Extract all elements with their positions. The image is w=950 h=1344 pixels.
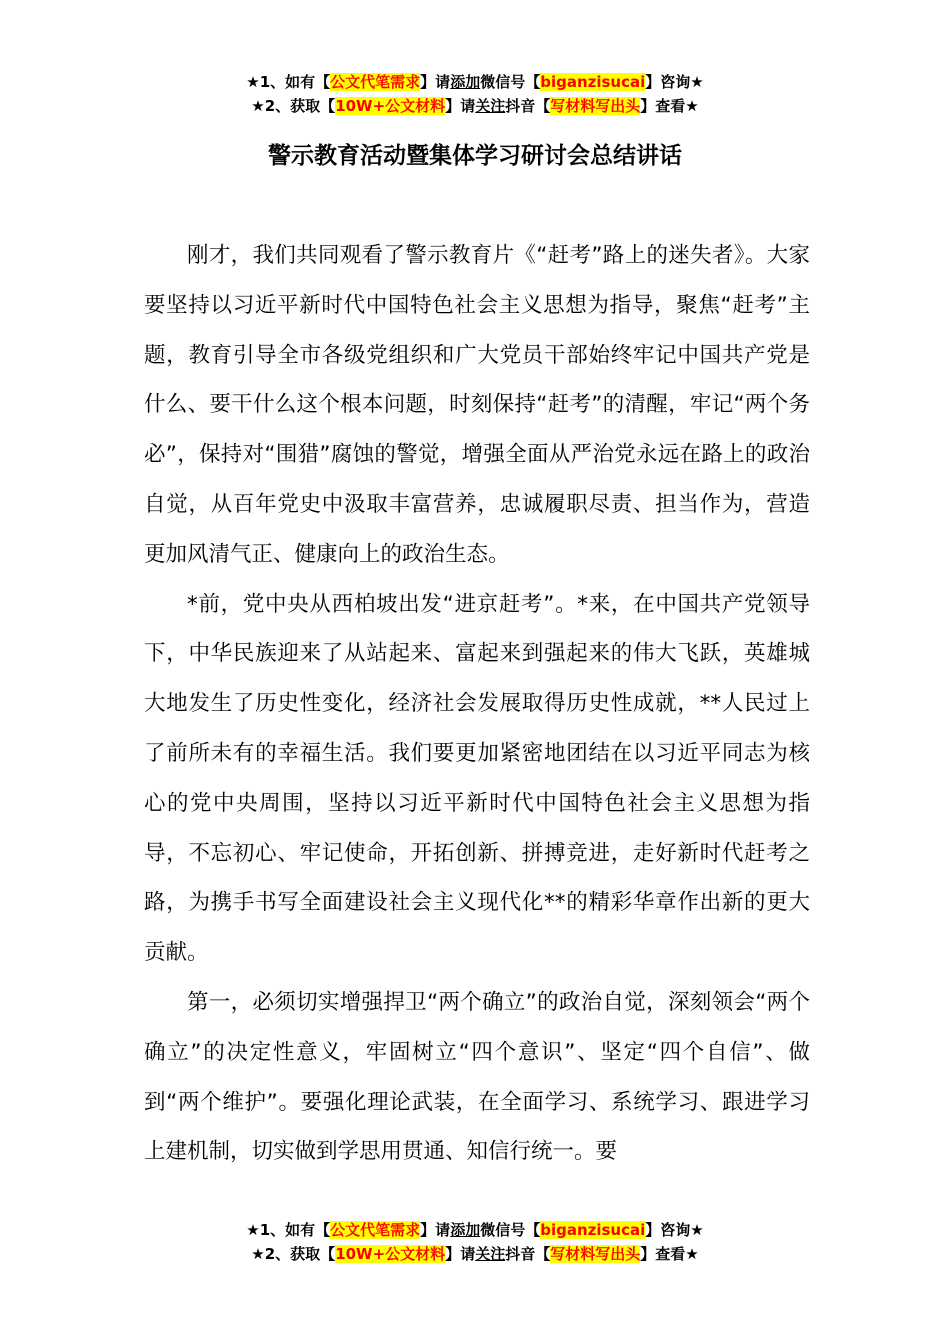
highlight-douyin-account: 写材料写出头 [550,97,641,115]
highlight-wechat-id: biganzisucai [540,1221,646,1239]
highlight-materials: 10W+公文材料 [335,1245,446,1263]
highlight-service: 公文代笔需求 [330,1221,421,1239]
highlight-service: 公文代笔需求 [330,73,421,91]
promo-line-1: ★1、如有【公文代笔需求】请添加微信号【biganzisucai】咨询★ [246,73,704,91]
document-body [144,231,810,1177]
promo-line-2: ★2、获取【10W+公文材料】请关注抖音【写材料写出头】查看★ [251,1245,699,1263]
highlight-douyin-account: 写材料写出头 [550,1245,641,1263]
top-promo-banner [0,70,950,118]
highlight-wechat-id: biganzisucai [540,73,646,91]
paragraph-1: 刚才，我们共同观看了警示教育片《“赶考”路上的迷失者》。大家要坚持以习近平新时代中国特色社会主义思想为指导，聚焦“赶考”主题，教育引导全市各级党组织和广大党员干部始终牢记中国共产党是什么、要干什么这个根本问题，时刻保持“赶考”的清醒，牢记“两个务必”，保持对“围猎”腐蚀的警觉，增强全面从严治党永远在路上的政治自觉，从百年党史中汲取丰富营养，忠诚履职尽责、担当作为，营造更加风清气正、健康向上的政治生态。 [144,243,810,567]
promo-line-1: ★1、如有【公文代笔需求】请添加微信号【biganzisucai】咨询★ [246,1221,704,1239]
paragraph-3: 第一，必须切实增强捍卫“两个确立”的政治自觉，深刻领会“两个确立”的决定性意义，牢固树立“四个意识”、坚定“四个自信”、做到“两个维护”。要强化理论武装，在全面学习、系统学习、跟进学习上建机制，切实做到学思用贯通、知信行统一。要 [144,989,810,1165]
bottom-promo-banner [0,1218,950,1266]
highlight-materials: 10W+公文材料 [335,97,446,115]
promo-line-2: ★2、获取【10W+公文材料】请关注抖音【写材料写出头】查看★ [251,97,699,115]
paragraph-2: *前，党中央从西柏坡出发“进京赶考”。*来，在中国共产党领导下，中华民族迎来了从站起来、富起来到强起来的伟大飞跃，英雄城大地发生了历史性变化，经济社会发展取得历史性成就，**人民过上了前所未有的幸福生活。我们要更加紧密地团结在以习近平同志为核心的党中央周围，坚持以习近平新时代中国特色社会主义思想为指导，不忘初心、牢记使命，开拓创新、拼搏竞进，走好新时代赶考之路，为携手书写全面建设社会主义现代化**的精彩华章作出新的更大贡献。 [144,591,810,966]
document-title: 警示教育活动暨集体学习研讨会总结讲话 [268,143,682,169]
